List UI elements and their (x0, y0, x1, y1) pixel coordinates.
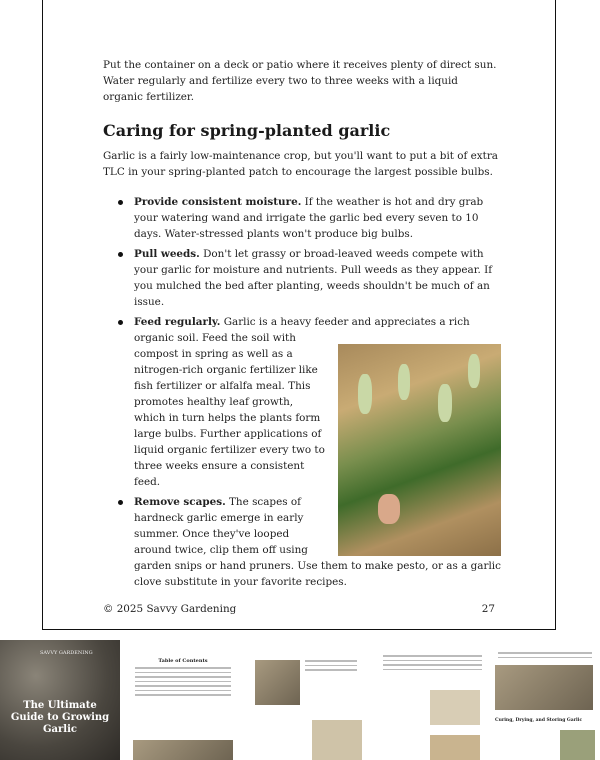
page-number: 27 (481, 603, 495, 615)
list-item (134, 246, 501, 310)
list-item-title: Provide consistent moisture. (134, 196, 302, 208)
page-thumbnails (0, 640, 600, 760)
list-item-title: Remove scapes. (134, 496, 226, 508)
thumbnail-heading: Curing, Drying, and Storing Garlic (495, 718, 583, 723)
lead-paragraph: Garlic is a fairly low-maintenance crop, but you'll want to put a bit of extra TLC in your spring-planted patch to encourage the largest possible bulbs. (103, 150, 498, 178)
thumbnail-page[interactable] (250, 640, 365, 760)
thumbnail-page[interactable] (490, 640, 600, 760)
list-item-text: If the weather is hot and dry grab your watering wand and irrigate the garlic bed every seven to 10 days. Water-stressed plants won't produce big bulbs. (134, 196, 484, 240)
section-heading: Caring for spring-planted garlic (103, 121, 391, 140)
toc-title: Table of Contents (158, 658, 208, 664)
thumbnail-page[interactable] (375, 640, 490, 760)
document-page (42, 0, 556, 630)
copyright: © 2025 Savvy Gardening (103, 603, 237, 615)
cover-title: The Ultimate Guide to Growing Garlic (10, 700, 110, 735)
list-item-title: Feed regularly. (134, 316, 221, 328)
cover-brand: SAVVY GARDENING (40, 650, 93, 656)
page-footer (103, 603, 495, 615)
list-item-text: Garlic is a heavy feeder and appreciates a rich organic soil. Feed the soil with compost in spring as well as a nitrogen-rich organic fertilizer like fish fertilizer or alfalfa meal. This promotes healthy leaf growth, which in turn helps the plants form large bulbs. Further applications of liquid organic fertilizer every two to three weeks ensure a consistent feed. (134, 316, 470, 488)
care-list (103, 194, 501, 590)
thumbnail-cover[interactable] (0, 640, 120, 760)
list-item (134, 194, 501, 242)
page-content (103, 57, 501, 594)
list-item (134, 494, 501, 590)
thumbnail-toc[interactable] (127, 640, 239, 760)
list-item-text: The scapes of hardneck garlic emerge in early summer. Once they've looped around twice, clip them off using garden snips or hand pruners. Use them to make pesto, or as a garlic clove substitute in your favorite recipes. (134, 496, 501, 588)
list-item (134, 314, 501, 490)
list-item-text: Don't let grassy or broad-leaved weeds compete with your garlic for moisture and nutrients. Pull weeds as they appear. If you mulched the bed after planting, weeds shouldn't be much of an issue. (134, 248, 493, 308)
list-item-title: Pull weeds. (134, 248, 200, 260)
intro-paragraph: Put the container on a deck or patio where it receives plenty of direct sun. Water regularly and fertilize every two to three weeks with a liquid organic fertilizer. (103, 59, 497, 103)
